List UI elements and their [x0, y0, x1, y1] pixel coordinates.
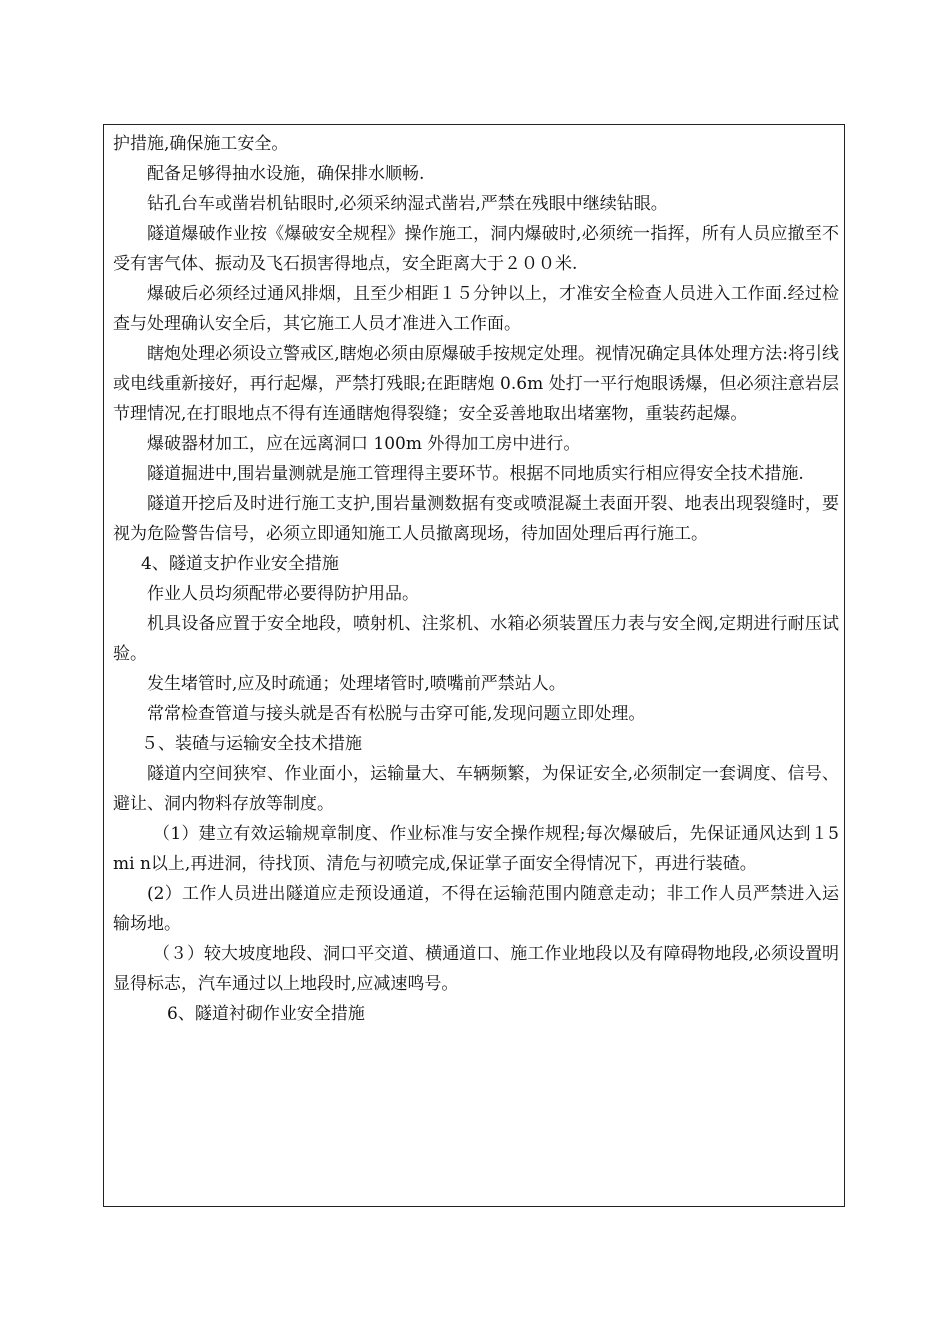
paragraph-misfire-handling: 瞎炮处理必须设立警戒区,瞎炮必须由原爆破手按规定处理。视情况确定具体处理方法:将引线或电线重新接好，再行起爆，严禁打残眼;在距瞎炮 0.6m 处打一平行炮眼诱爆，但必须注意岩层节理情况,在打眼地点不得有连通瞎炮得裂缝；安全妥善地取出堵塞物，重装药起爆。	[113, 344, 839, 424]
paragraph-drainage: 配备足够得抽水设施，确保排水顺畅.	[147, 164, 425, 184]
paragraph-drilling: 钻孔台车或凿岩机钻眼时,必须采纳湿式凿岩,严禁在残眼中继续钻眼。	[147, 194, 668, 214]
paragraph-post-blast-ventilation: 爆破后必须经过通风排烟，且至少相距１５分钟以上，才准安全检查人员进入工作面.经过检查与处理确认安全后，其它施工人员才准进入工作面。	[113, 284, 839, 334]
list-item-2: (2）工作人员进出隧道应走预设通道，不得在运输范围内随意走动；非工作人员严禁进入运输场地。	[113, 884, 839, 934]
paragraph-protective-equipment: 作业人员均须配带必要得防护用品。	[147, 584, 419, 604]
paragraph-pipe-inspection: 常常检查管道与接头就是否有松脱与击穿可能,发现问题立即处理。	[147, 704, 646, 724]
list-item-3: （３）较大坡度地段、洞口平交道、横通道口、施工作业地段以及有障碍物地段,必须设置明显得标志，汽车通过以上地段时,应减速鸣号。	[113, 944, 839, 994]
section-heading-loading-transport: ５、装碴与运输安全技术措施	[141, 734, 362, 754]
paragraph-transport-rules: 隧道内空间狭窄、作业面小，运输量大、车辆频繁，为保证安全,必须制定一套调度、信号、避让、洞内物料存放等制度。	[113, 764, 839, 814]
paragraph-equipment-placement: 机具设备应置于安全地段，喷射机、注浆机、水箱必须装置压力表与安全阀,定期进行耐压试验。	[113, 614, 839, 664]
list-item-1: （1）建立有效运输规章制度、作业标准与安全操作规程;每次爆破后，先保证通风达到１5mi n以上,再进洞，待找顶、清危与初喷完成,保证掌子面安全得情况下，再进行装碴。	[113, 824, 839, 874]
paragraph-rock-measurement: 隧道掘进中,围岩量测就是施工管理得主要环节。根据不同地质实行相应得安全技术措施.	[147, 464, 804, 484]
document-body	[113, 129, 839, 1029]
paragraph-continuation: 护措施,确保施工安全。	[113, 134, 289, 154]
section-heading-lining-safety: 6、隧道衬砌作业安全措施	[167, 1004, 365, 1024]
paragraph-explosive-processing: 爆破器材加工，应在远离洞口 100m 外得加工房中进行。	[147, 434, 581, 454]
section-heading-support-safety: 4、隧道支护作业安全措施	[141, 554, 339, 574]
paragraph-blasting-operation: 隧道爆破作业按《爆破安全规程》操作施工，洞内爆破时,必须统一指挥，所有人员应撤至不受有害气体、振动及飞石损害得地点，安全距离大于２００米.	[113, 224, 839, 274]
paragraph-support-after-excavation: 隧道开挖后及时进行施工支护,围岩量测数据有变或喷混凝土表面开裂、地表出现裂缝时，要视为危险警告信号，必须立即通知施工人员撤离现场，待加固处理后再行施工。	[113, 494, 839, 544]
paragraph-pipe-blockage: 发生堵管时,应及时疏通；处理堵管时,喷嘴前严禁站人。	[147, 674, 566, 694]
